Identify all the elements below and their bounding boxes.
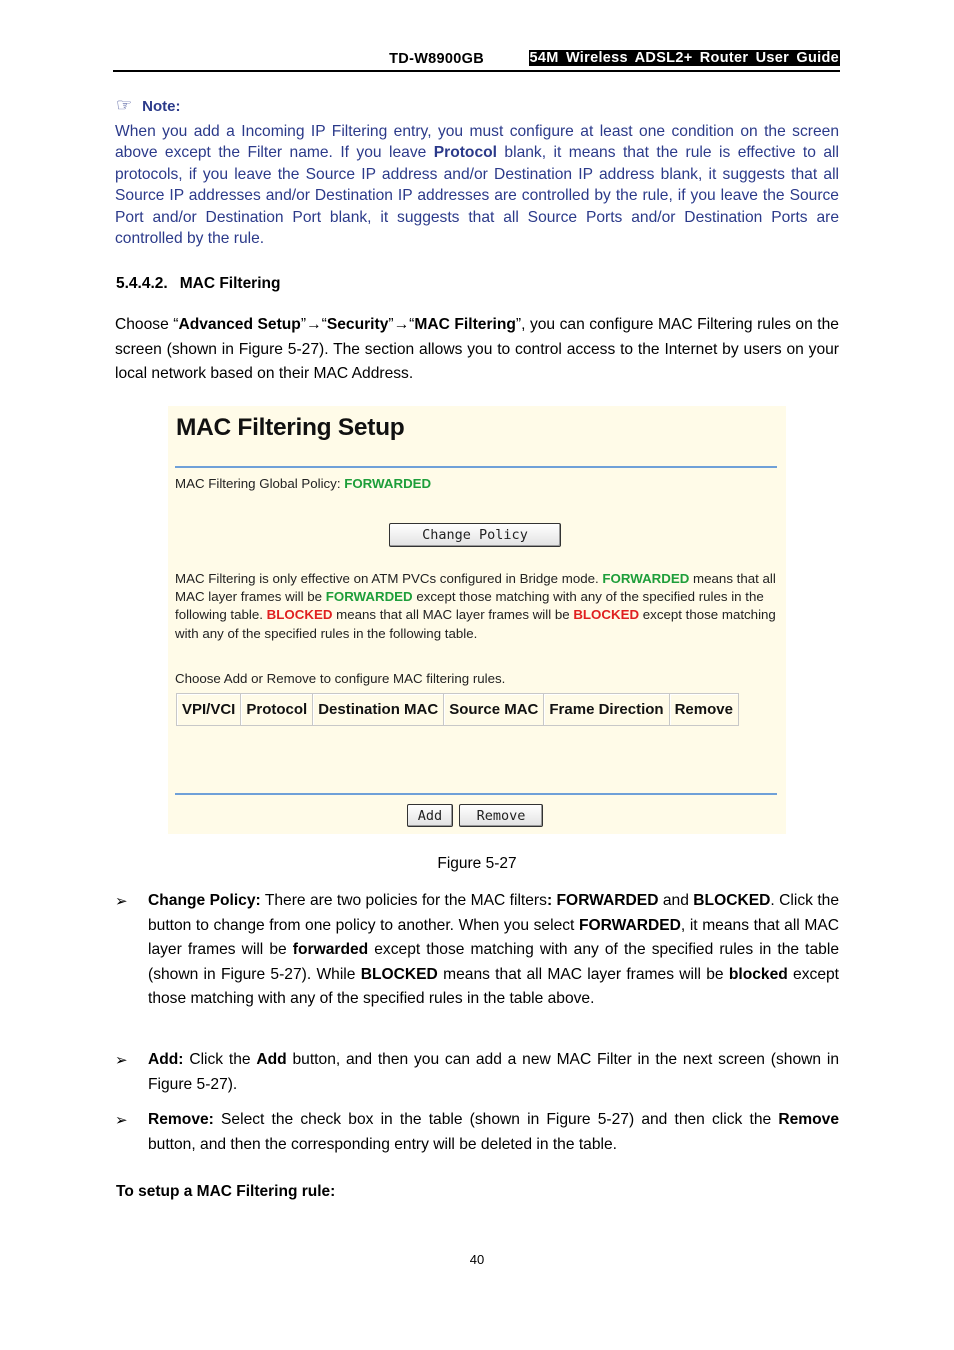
bullet-text-part: button, and then the corresponding entry will be deleted in the table. [148,1135,618,1153]
bullet-text [148,1048,839,1097]
intro-paragraph [115,313,839,387]
bullet-text-part: and [658,892,694,909]
bullet-bold: Add [256,1051,287,1068]
mac-filtering-screenshot [168,406,786,834]
desc-text: means that all MAC layer frames will be [332,607,574,623]
bullet-text [148,1108,839,1157]
blocked-word: BLOCKED [573,607,640,623]
forwarded-word: FORWARDED [325,589,413,605]
figure-title: MAC Filtering Setup [176,414,405,441]
table-header-row [177,694,739,726]
bullet-text-part: means that all MAC layer frames will be [437,965,729,983]
setup-heading: To setup a MAC Filtering rule: [116,1183,336,1200]
guide-title: 54M Wireless ADSL2+ Router User Guide [529,50,839,66]
note-text: blank, it means that the rule is effective to all protocols, if you leave the Source IP address and/or Destination IP address blank, it suggests that all Source IP addresses and/or Destination IP addresses are controlled by the rule, if you leave the Source Port and/or Destination Port blank, it suggests that all Source Ports and/or Destination Ports are controlled by the rule. [115,144,839,248]
col-frame-direction: Frame Direction [544,694,669,726]
divider [175,466,777,468]
col-source-mac: Source MAC [444,694,544,726]
bullet-arrow-icon: ➢ [115,1052,128,1069]
note-paragraph [115,121,839,249]
policy-description [175,570,781,643]
bullet-change-policy [148,889,839,1012]
bullet-label: Add: [148,1051,184,1068]
change-policy-button[interactable]: Change Policy [389,523,561,547]
note-bold: Protocol [433,144,497,162]
bullet-remove [148,1108,839,1157]
note-body [115,121,839,249]
bullet-text-part: button, and then you can add a new MAC Filter in the next screen (shown in Figure 5-27). [148,1051,839,1093]
bullet-label: Remove: [148,1111,214,1128]
policy-value: FORWARDED [344,476,432,491]
bullet-text-part: except those matching with any of the specified rules in the table above. [148,965,840,1008]
figure-caption: Figure 5-27 [437,855,517,872]
bullet-text-part: . Click the button to change from one policy to another. When you select [148,892,839,934]
section-title: MAC Filtering [179,275,281,292]
bullet-text-part: Click the [183,1051,257,1068]
bullet-text-part: except those matching with any of the specified rules in the table (shown in Figure 5-27). While [148,941,839,983]
desc-text: except those matching with any of the specified rules in the following table. [175,589,764,623]
bullet-bold: BLOCKED [360,965,438,983]
bullet-text-part: There are two policies for the MAC filters [260,892,547,909]
model-name: TD-W8900GB [389,51,484,67]
policy-label: MAC Filtering Global Policy: [175,476,345,491]
col-protocol: Protocol [241,694,313,726]
bullet-bold: : [546,892,553,909]
bullet-bold: blocked [728,965,788,983]
bullet-bold: Remove [778,1111,839,1128]
bullet-arrow-icon: ➢ [115,1112,128,1129]
blocked-word: BLOCKED [266,607,333,623]
section-heading [116,275,280,293]
col-destination-mac: Destination MAC [313,694,444,726]
intro-text-part: ”→“ [300,316,327,333]
intro-text-part: ”→“ [388,316,415,333]
global-policy [175,476,431,491]
col-remove: Remove [669,694,738,726]
note-label: Note: [142,98,181,115]
divider [175,793,777,795]
intro-bold: MAC Filtering [414,316,516,333]
bullet-bold: forwarded [292,941,369,959]
page-number: 40 [469,1252,485,1267]
bullet-bold: BLOCKED [693,892,771,909]
intro-bold: Security [326,316,389,333]
desc-text: means that all MAC layer frames will be [175,571,776,605]
bullet-bold: FORWARDED [552,892,659,909]
intro-text-part: ”, you can configure MAC Filtering rules on the screen (shown in Figure 5-27). The section allows you to control access to the Internet by users on your local network based on their MAC Address. [115,316,839,382]
intro-bold: Advanced Setup [178,316,301,333]
intro-text-part: Choose “ [115,316,179,333]
page-header [113,48,840,72]
forwarded-word: FORWARDED [602,571,690,586]
choose-instructions: Choose Add or Remove to configure MAC filtering rules. [175,671,506,686]
bullet-text [148,889,839,1012]
add-button[interactable]: Add [407,804,453,827]
bullet-add [148,1048,839,1097]
note-heading [116,95,180,116]
col-vpi-vci: VPI/VCI [177,694,241,726]
mac-filter-table [176,693,739,726]
desc-text: except those matching with any of the specified rules in the following table. [175,607,776,641]
bullet-arrow-icon: ➢ [115,893,128,910]
bullet-bold: FORWARDED [578,916,681,934]
bullet-text-part: , it means that all MAC layer frames will be [148,916,840,959]
note-text: When you add a Incoming IP Filtering entry, you must configure at least one condition on the screen above except the Filter name. If you leave [115,123,839,162]
bullet-label: Change Policy: [148,892,261,909]
bullet-text-part: Select the check box in the table (shown in Figure 5-27) and then click the [213,1111,779,1128]
desc-text: MAC Filtering is only effective on ATM PVCs configured in Bridge mode. [175,571,603,586]
pointing-hand-icon: ☞ [116,95,133,115]
intro-text [115,313,839,387]
remove-button[interactable]: Remove [459,804,543,827]
section-number: 5.4.4.2. [116,275,168,292]
